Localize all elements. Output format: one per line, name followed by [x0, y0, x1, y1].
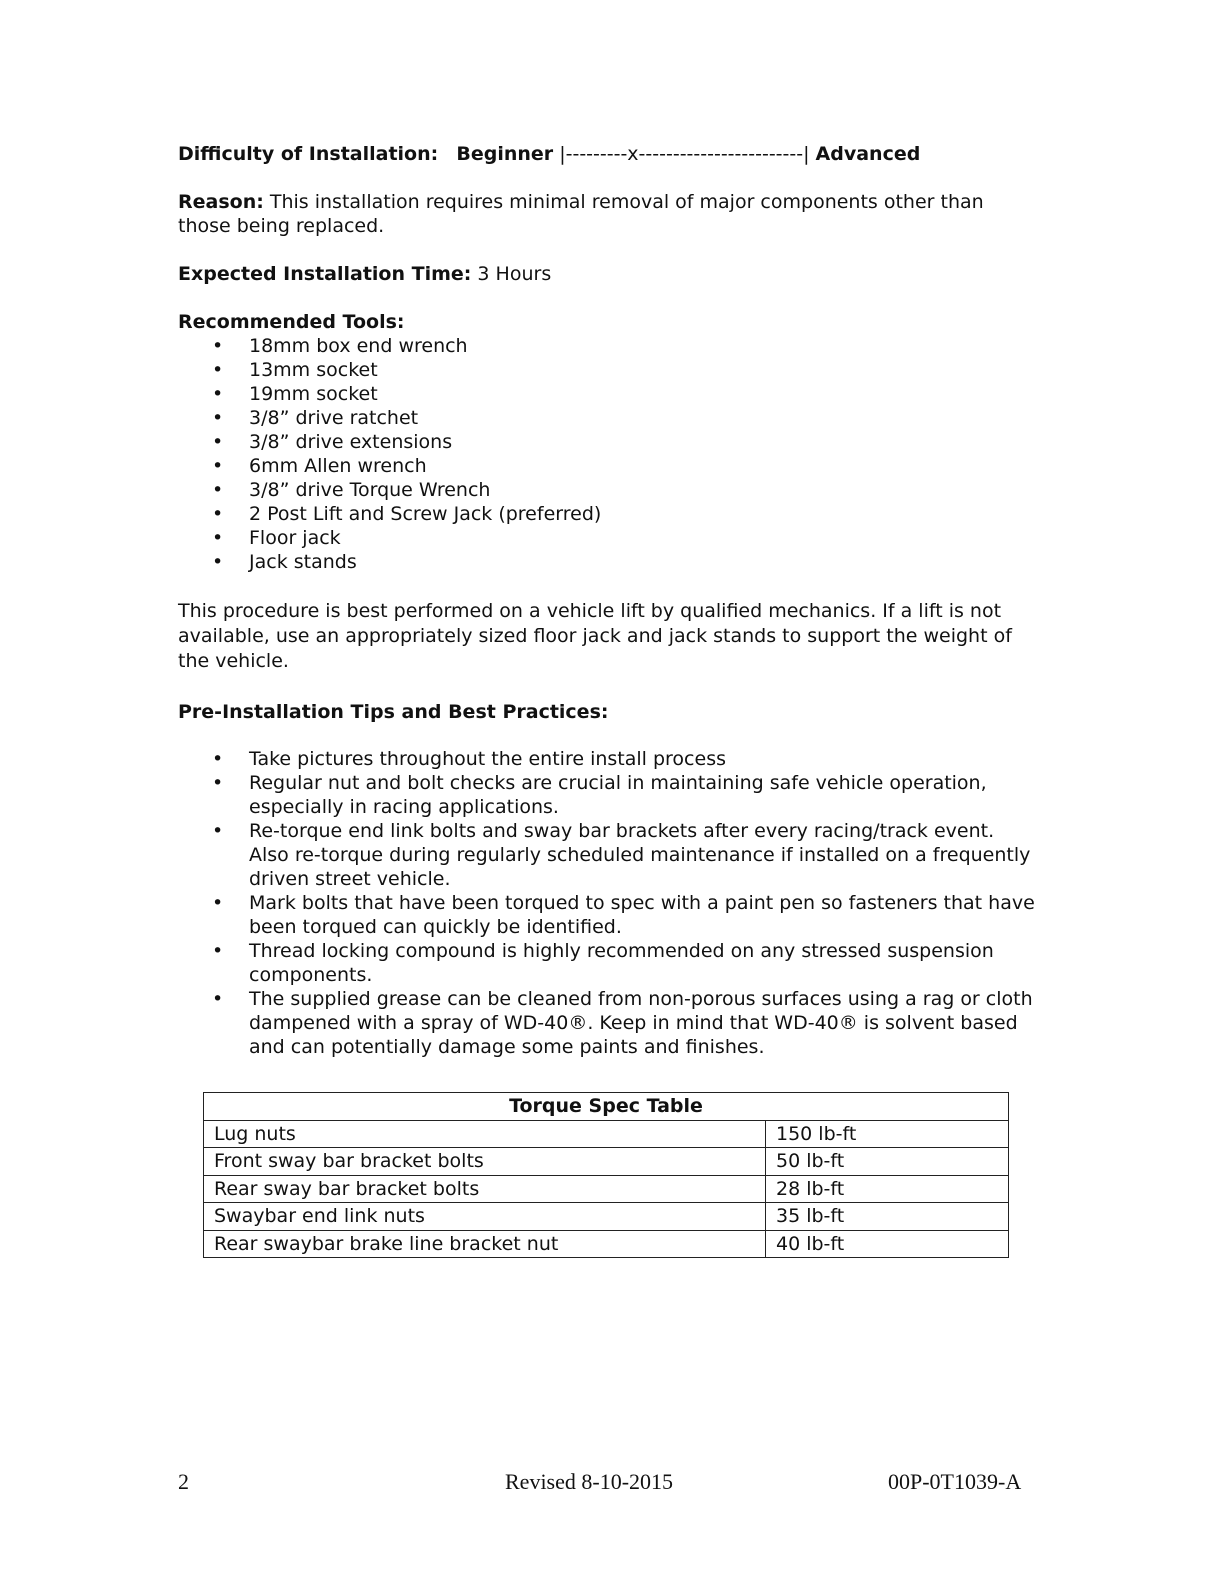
difficulty-line — [178, 142, 1038, 166]
tip-item: • The supplied grease can be cleaned from non-porous surfaces using a rag or cloth dampened with a spray of WD-40®. Keep in mind that WD-40® is solvent based and can potentially damage some paints and finishes. — [212, 988, 1033, 1058]
tip-item: • Regular nut and bolt checks are crucial in maintaining safe vehicle operation, especially in racing applications. — [212, 772, 987, 818]
bullet-icon: • — [212, 407, 224, 429]
tips-list — [178, 747, 1038, 1059]
tools-heading: Recommended Tools: — [178, 311, 405, 333]
bullet-icon: • — [212, 335, 224, 357]
bullet-icon: • — [212, 383, 224, 405]
table-row — [204, 1148, 1009, 1176]
table-title-row — [204, 1093, 1009, 1121]
document-id: 00P-0T1039-A — [888, 1469, 1022, 1494]
revised-date: Revised 8-10-2015 — [505, 1469, 674, 1494]
table-row — [204, 1175, 1009, 1203]
table-row — [204, 1203, 1009, 1231]
installation-time-value: 3 Hours — [477, 263, 552, 285]
table-row — [204, 1230, 1009, 1258]
difficulty-advanced: Advanced — [815, 143, 921, 165]
tip-item: • Mark bolts that have been torqued to spec with a paint pen so fasteners that have been torqued can quickly be identified. — [212, 892, 1035, 938]
tools-list — [178, 334, 1038, 574]
table-title: Torque Spec Table — [204, 1093, 1009, 1121]
tip-item: • Re-torque end link bolts and sway bar brackets after every racing/track event. Also re-torque during regularly scheduled maintenance if installed on a frequently driven street vehicle. — [212, 820, 1031, 890]
tool-item: • 3/8” drive extensions — [212, 431, 453, 453]
bullet-icon: • — [212, 503, 224, 525]
reason-label: Reason: — [178, 191, 264, 213]
bullet-icon: • — [212, 748, 224, 770]
difficulty-scale: |---------x------------------------| — [559, 143, 810, 165]
fastener-cell: Rear sway bar bracket bolts — [204, 1175, 766, 1203]
tool-item: • 13mm socket — [212, 359, 378, 381]
torque-value-cell: 150 lb-ft — [766, 1120, 1009, 1148]
tip-item: • Take pictures throughout the entire install process — [212, 748, 726, 770]
torque-value-cell: 50 lb-ft — [766, 1148, 1009, 1176]
bullet-icon: • — [212, 527, 224, 549]
bullet-icon: • — [212, 551, 224, 573]
bullet-icon: • — [212, 479, 224, 501]
fastener-cell: Front sway bar bracket bolts — [204, 1148, 766, 1176]
torque-spec-table — [203, 1092, 1009, 1258]
document-body — [178, 142, 1038, 1059]
reason-paragraph — [178, 190, 1038, 238]
page-number: 2 — [178, 1469, 189, 1494]
bullet-icon: • — [212, 988, 224, 1010]
tool-item: • Jack stands — [212, 551, 357, 573]
tool-item: • 6mm Allen wrench — [212, 455, 427, 477]
difficulty-beginner: Beginner — [456, 143, 554, 165]
fastener-cell: Rear swaybar brake line bracket nut — [204, 1230, 766, 1258]
bullet-icon: • — [212, 892, 224, 914]
torque-value-cell: 40 lb-ft — [766, 1230, 1009, 1258]
torque-value-cell: 35 lb-ft — [766, 1203, 1009, 1231]
reason-text: This installation requires minimal removal of major components other than those being replaced. — [178, 191, 984, 237]
tool-item: • 3/8” drive Torque Wrench — [212, 479, 491, 501]
tip-item: • Thread locking compound is highly recommended on any stressed suspension components. — [212, 940, 994, 986]
bullet-icon: • — [212, 455, 224, 477]
bullet-icon: • — [212, 772, 224, 794]
fastener-cell: Lug nuts — [204, 1120, 766, 1148]
tool-item: • 3/8” drive ratchet — [212, 407, 419, 429]
torque-value-cell: 28 lb-ft — [766, 1175, 1009, 1203]
bullet-icon: • — [212, 820, 224, 842]
tool-item: • 2 Post Lift and Screw Jack (preferred) — [212, 503, 602, 525]
tips-heading: Pre-Installation Tips and Best Practices: — [178, 701, 609, 723]
tool-item: • Floor jack — [212, 527, 341, 549]
tool-item: • 18mm box end wrench — [212, 335, 468, 357]
difficulty-label: Difficulty of Installation: — [178, 143, 439, 165]
bullet-icon: • — [212, 431, 224, 453]
installation-time — [178, 262, 1038, 286]
table-row — [204, 1120, 1009, 1148]
tool-item: • 19mm socket — [212, 383, 378, 405]
fastener-cell: Swaybar end link nuts — [204, 1203, 766, 1231]
bullet-icon: • — [212, 940, 224, 962]
bullet-icon: • — [212, 359, 224, 381]
installation-time-label: Expected Installation Time: — [178, 263, 472, 285]
procedure-paragraph: This procedure is best performed on a vehicle lift by qualified mechanics. If a lift is not available, use an appropriately sized floor jack and jack stands to support the weight of the vehicle. — [178, 600, 1012, 672]
